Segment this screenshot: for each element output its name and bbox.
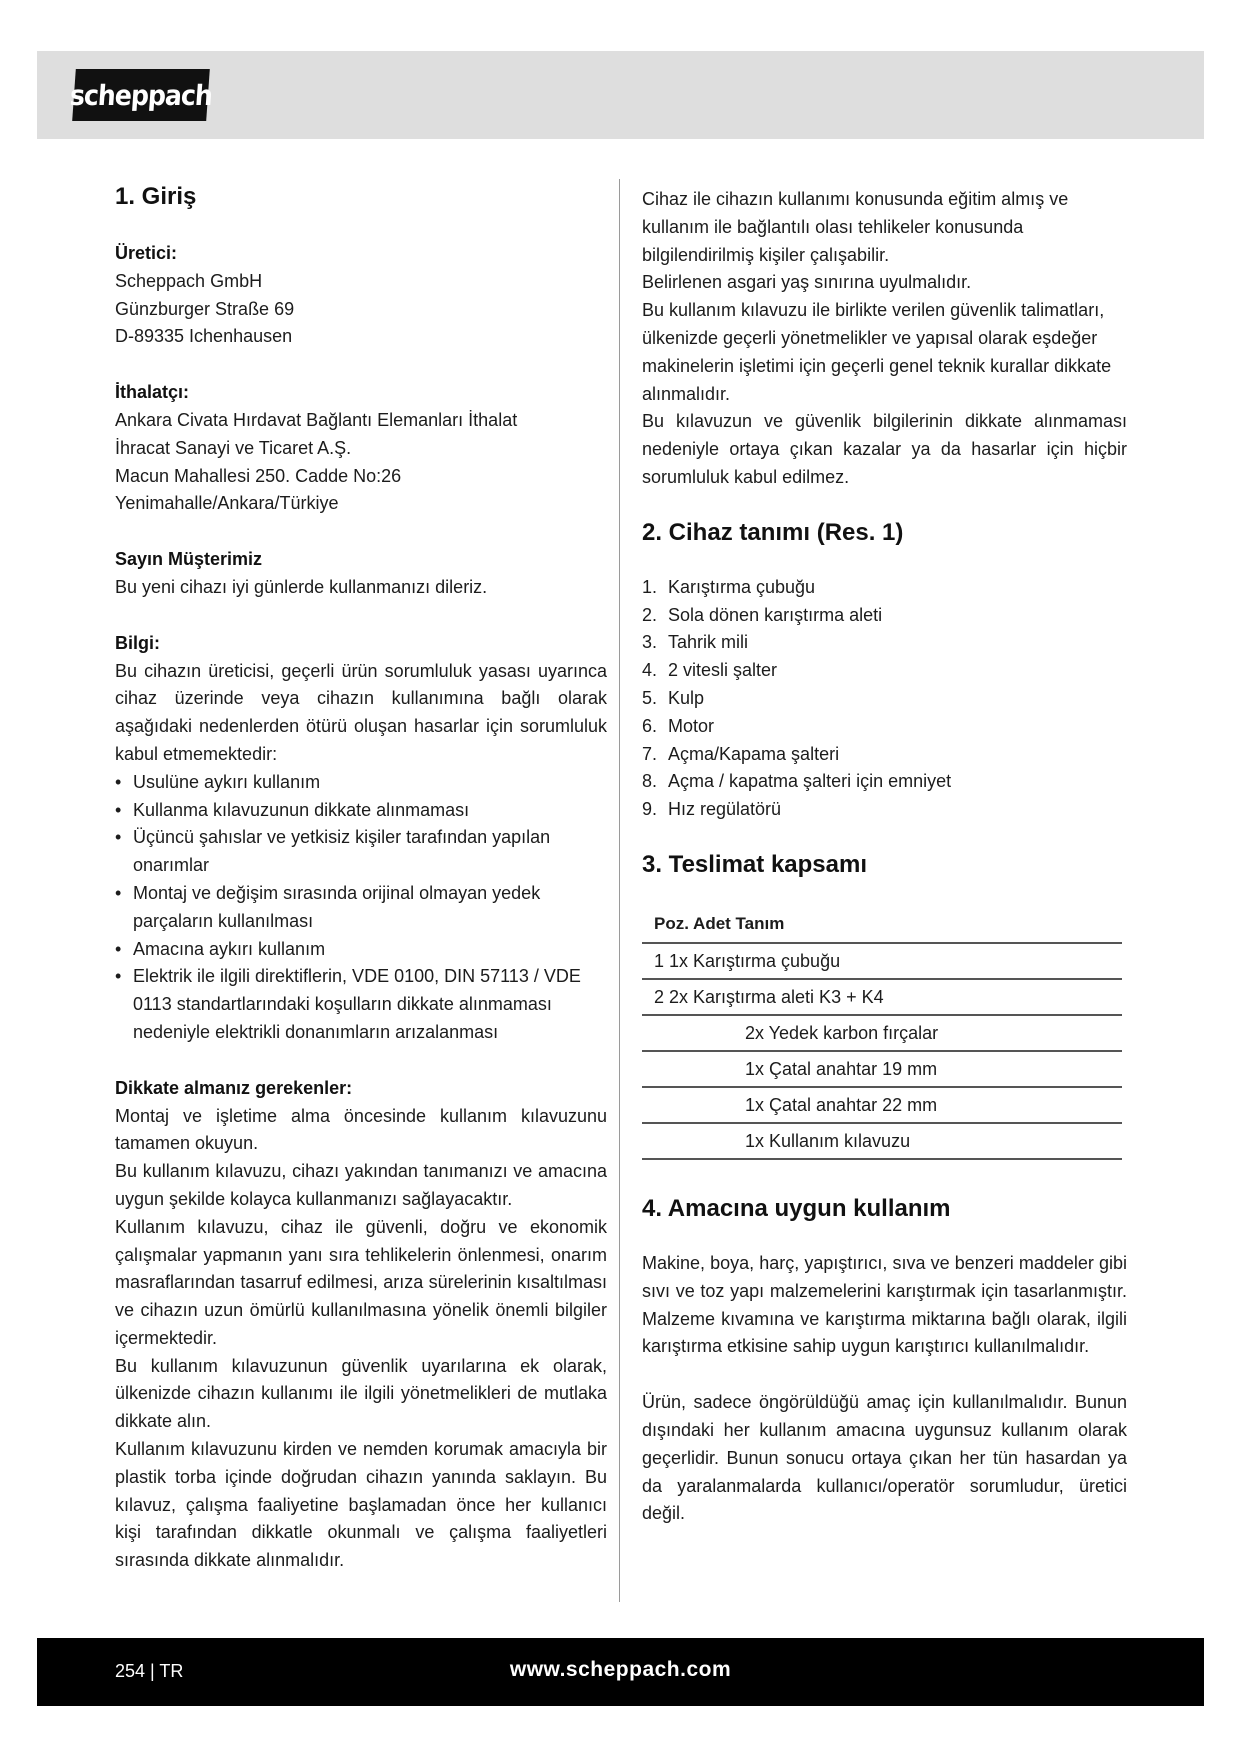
list-item: 1. Karıştırma çubuğu <box>642 576 816 597</box>
table-row: 1x Kullanım kılavuzu <box>642 1124 1122 1160</box>
section-title-use: 4. Amacına uygun kullanım <box>642 1194 951 1222</box>
importer-line: Macun Mahallesi 250. Cadde No:26 <box>115 465 402 486</box>
info-label: Bilgi: <box>115 632 160 653</box>
table-row: 1x Çatal anahtar 19 mm <box>642 1052 1122 1088</box>
greeting-label: Sayın Müşterimiz <box>115 549 263 570</box>
website-link[interactable]: www.scheppach.com <box>509 1658 732 1681</box>
list-item: • Amacına aykırı kullanım <box>115 936 607 964</box>
manufacturer-line: D-89335 Ichenhausen <box>115 326 293 347</box>
importer-block <box>115 379 607 518</box>
right-column <box>642 186 1127 1528</box>
manufacturer-line: Günzburger Straße 69 <box>115 298 295 319</box>
section-title-delivery: 3. Teslimat kapsamı <box>642 850 867 878</box>
notes-paragraph: Kullanım kılavuzu, cihaz ile güvenli, doğru ve ekonomik çalışmalar yapmanın yanı sıra tehlikelerin önlenmesi, onarım masraflarından tasarruf edilmesi, arıza sürelerinin kısaltılması ve cihazın uzun ömürlü kullanılmasına yönelik önemli bilgiler içermektedir. <box>115 1216 607 1348</box>
list-item: • Üçüncü şahıslar ve yetkisiz kişiler tarafından yapılan onarımlar <box>115 824 607 880</box>
importer-line: İhracat Sanayi ve Ticaret A.Ş. <box>115 437 352 458</box>
device-parts-list <box>642 574 1127 824</box>
list-item: 6. Motor <box>642 715 715 736</box>
intro-paragraph: Belirlenen asgari yaş sınırına uyulmalıdır. <box>642 272 972 293</box>
intro-paragraph: Bu kullanım kılavuzu ile birlikte verilen güvenlik talimatları, ülkenizde geçerli yönetmelikler ve yapısal olarak eşdeğer makinelerin işletimi için geçerli genel teknik kurallar dikkate alınmalıdır. <box>642 300 1112 404</box>
intro-continued <box>642 186 1127 492</box>
page-number: 254 | TR <box>115 1661 184 1681</box>
left-column <box>115 182 607 1575</box>
notes-paragraph: Kullanım kılavuzunu kirden ve nemden korumak amacıyla bir plastik torba içinde doğrudan cihazın yanında saklayın. Bu kılavuz, çalışma faaliyetine başlamadan önce her kullanıcı kişi tarafından dikkatle okunmalı ve çalışma faaliyetleri sırasında dikkate alınmalıdır. <box>115 1439 607 1571</box>
list-item: 2. Sola dönen karıştırma aleti <box>642 604 883 625</box>
list-item: 3. Tahrik mili <box>642 632 749 653</box>
list-item: 8. Açma / kapatma şalteri için emniyet <box>642 771 952 792</box>
notes-label: Dikkate almanız gerekenler: <box>115 1077 353 1098</box>
header-bar <box>37 51 1204 139</box>
use-paragraph: Ürün, sadece öngörüldüğü amaç için kullanılmalıdır. Bunun dışındaki her kullanım amacına uygunsuz kullanım olarak geçerlidir. Bunun sonucu ortaya çıkan her tün hasardan ya da yaralanmalarda kullanıcı/operatör sorumludur, üretici değil. <box>642 1392 1127 1524</box>
list-item: 9. Hız regülatörü <box>642 799 782 820</box>
scheppach-logo: scheppach <box>72 69 210 121</box>
intro-paragraph: Bu kılavuzun ve güvenlik bilgilerinin dikkate alınmaması nedeniyle ortaya çıkan kazalar ya da hasarlar için hiçbir sorumluluk kabul edilmez. <box>642 411 1127 487</box>
notes-paragraph: Bu kullanım kılavuzunun güvenlik uyarılarına ek olarak, ülkenizde cihazın kullanımı ile ilgili yönetmelikleri de mutlaka dikkate alın. <box>115 1355 607 1432</box>
greeting-block <box>115 546 607 602</box>
manufacturer-label: Üretici: <box>115 243 178 263</box>
manufacturer-line: Scheppach GmbH <box>115 270 263 291</box>
list-item: 5. Kulp <box>642 687 705 708</box>
list-item: 7. Açma/Kapama şalteri <box>642 743 840 764</box>
list-item: • Kullanma kılavuzunun dikkate alınmaması <box>115 797 607 825</box>
table-row: 2x Yedek karbon fırçalar <box>642 1016 1122 1052</box>
liability-list <box>115 769 607 1047</box>
section-title-intro: 1. Giriş <box>115 183 197 210</box>
manufacturer-block <box>115 240 607 351</box>
table-row: 2 2x Karıştırma aleti K3 + K4 <box>642 980 1122 1016</box>
table-row: 1 1x Karıştırma çubuğu <box>642 944 1122 980</box>
importer-line: Ankara Civata Hırdavat Bağlantı Elemanları İthalat <box>115 409 518 430</box>
delivery-table-header: Poz. Adet Tanım <box>642 906 1122 944</box>
intro-paragraph: Cihaz ile cihazın kullanımı konusunda eğitim almış ve kullanım ile bağlantılı olası tehlikeler konusunda bilgilendirilmiş kişiler çalışabilir. <box>642 189 1069 265</box>
info-text: Bu cihazın üreticisi, geçerli ürün sorumluluk yasası uyarınca cihaz üzerinde veya cihazın kullanımına bağlı olarak aşağıdaki nedenlerden ötürü oluşan hasarlar için sorumluluk kabul etmemektedir: <box>115 660 607 764</box>
list-item: 4. 2 vitesli şalter <box>642 660 778 681</box>
list-item: • Montaj ve değişim sırasında orijinal olmayan yedek parçaların kullanılması <box>115 880 607 936</box>
column-divider <box>619 179 620 1602</box>
info-block <box>115 630 607 1047</box>
greeting-text: Bu yeni cihazı iyi günlerde kullanmanızı dileriz. <box>115 576 488 597</box>
importer-line: Yenimahalle/Ankara/Türkiye <box>115 493 339 514</box>
list-item: • Elektrik ile ilgili direktiflerin, VDE 0100, DIN 57113 / VDE 0113 standartlarındaki koşulların dikkate alınmaması nedeniyle elektrikli donanımların arızalanması <box>115 963 607 1046</box>
list-item: • Usulüne aykırı kullanım <box>115 769 607 797</box>
notes-block <box>115 1075 607 1575</box>
delivery-table <box>642 906 1122 1160</box>
notes-paragraph: Bu kullanım kılavuzu, cihazı yakından tanımanızı ve amacına uygun şekilde kolayca kullanmanızı sağlayacaktır. <box>115 1161 607 1209</box>
footer-bar <box>37 1638 1204 1706</box>
use-paragraph: Makine, boya, harç, yapıştırıcı, sıva ve benzeri maddeler gibi sıvı ve toz yapı malzemelerini karıştırmak için tasarlanmıştır. Malzeme kıvamına ve karıştırma miktarına bağlı olarak, ilgili karıştırma etkisine sahip uygun karıştırıcı kullanılmalıdır. <box>642 1252 1127 1357</box>
section-title-device: 2. Cihaz tanımı (Res. 1) <box>642 518 904 546</box>
notes-paragraph: Montaj ve işletime alma öncesinde kullanım kılavuzunu tamamen okuyun. <box>115 1105 607 1154</box>
table-row: 1x Çatal anahtar 22 mm <box>642 1088 1122 1124</box>
importer-label: İthalatçı: <box>115 382 190 403</box>
